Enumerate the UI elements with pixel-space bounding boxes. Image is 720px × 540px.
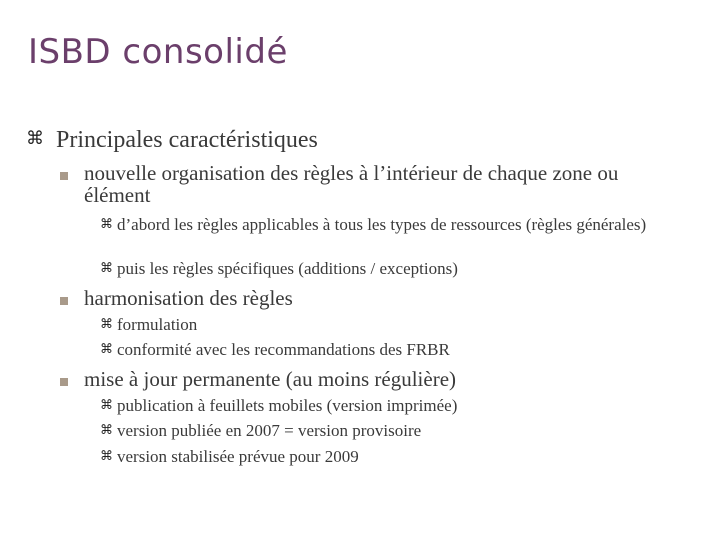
list-item: [60, 368, 644, 390]
sub-list-item-text: publication à feuillets mobiles (version imprimée): [117, 396, 458, 415]
sub-list-item-text: version publiée en 2007 = version provisoire: [117, 421, 422, 440]
sub-list-item: [100, 422, 677, 440]
slide-title: ISBD consolidé: [28, 32, 288, 72]
command-key-icon: ⌘: [100, 217, 113, 232]
sub-list-item-text: d’abord les règles applicables à tous les types de ressources (règles générales): [117, 215, 647, 234]
square-bullet-icon: [60, 378, 68, 386]
sub-list-item: [100, 397, 677, 415]
list-item: [60, 287, 644, 309]
command-key-icon: ⌘: [100, 317, 113, 332]
command-key-icon: ⌘: [26, 128, 44, 149]
command-key-icon: ⌘: [100, 398, 113, 413]
list-item-text: mise à jour permanente (au moins régulière): [84, 367, 457, 391]
sub-list-item: [100, 260, 677, 278]
square-bullet-icon: [60, 297, 68, 305]
sub-list-item: [100, 341, 677, 359]
sub-list-item-text: conformité avec les recommandations des FRBR: [117, 340, 450, 359]
list-item-text: nouvelle organisation des règles à l’intérieur de chaque zone ou élément: [84, 161, 619, 207]
list-item-text: harmonisation des règles: [84, 286, 293, 310]
command-key-icon: ⌘: [100, 423, 113, 438]
command-key-icon: ⌘: [100, 449, 113, 464]
command-key-icon: ⌘: [100, 342, 113, 357]
square-bullet-icon: [60, 172, 68, 180]
sub-list-item: [100, 316, 677, 334]
command-key-icon: ⌘: [100, 261, 113, 276]
sub-list-item: [100, 216, 677, 234]
sub-list-item-text: puis les règles spécifiques (additions / exceptions): [117, 259, 458, 278]
list-item: [60, 162, 644, 206]
heading-text: Principales caractéristiques: [56, 127, 318, 153]
sub-list-item-text: version stabilisée prévue pour 2009: [117, 447, 359, 466]
sub-list-item-text: formulation: [117, 315, 198, 334]
heading-bullet: [26, 126, 686, 154]
sub-list-item: [100, 448, 677, 466]
